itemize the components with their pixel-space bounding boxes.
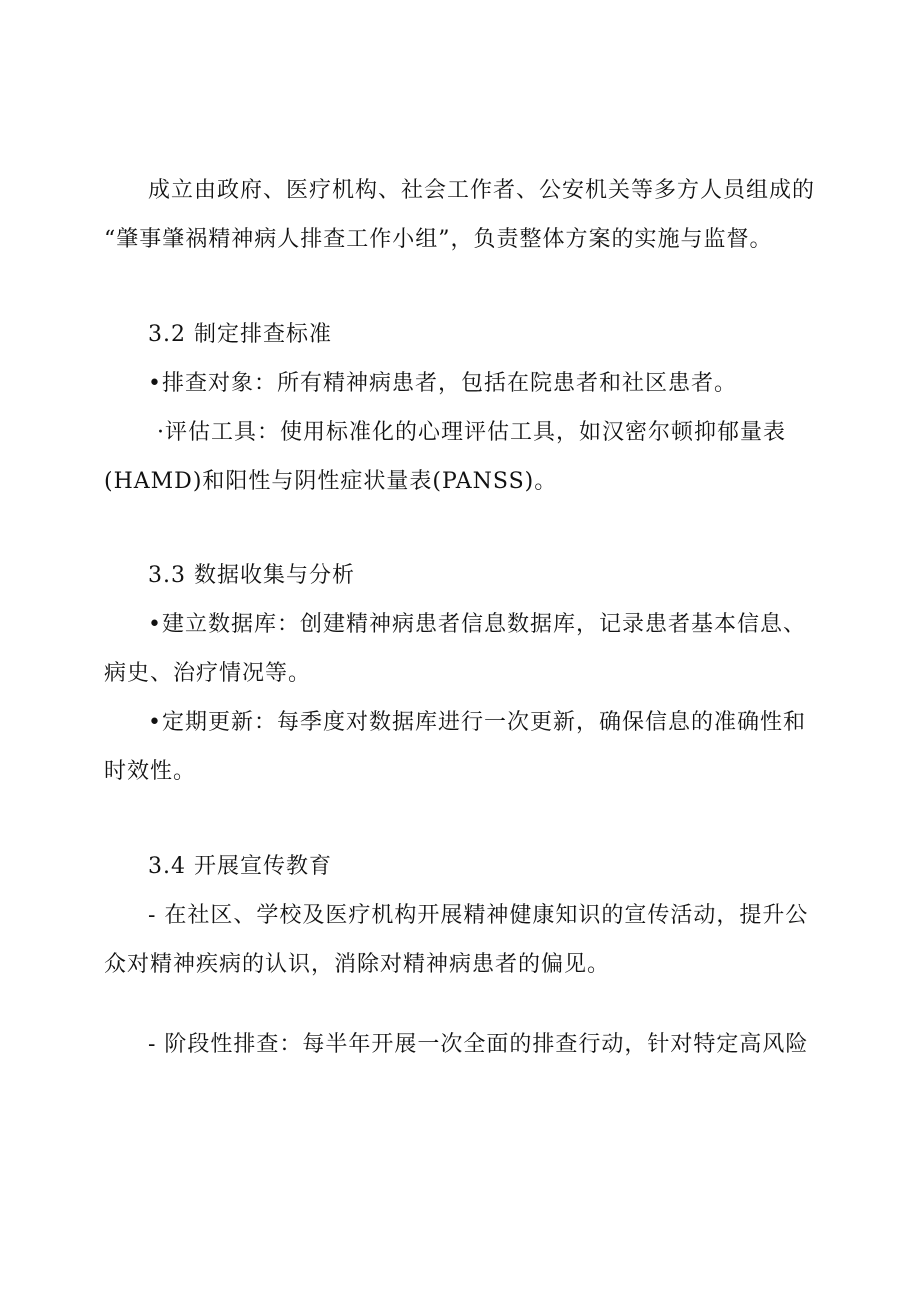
- section-heading: 3.2 制定排查标准: [148, 322, 332, 347]
- bullet-item: •排查对象：所有精神病患者，包括在院患者和社区患者。: [148, 371, 737, 396]
- paragraph-line: “肇事肇祸精神病人排查工作小组”，负责整体方案的实施与监督。: [104, 227, 773, 252]
- bullet-item-continuation: (HAMD)和阳性与阴性症状量表(PANSS)。: [104, 469, 558, 494]
- dash-item: - 在社区、学校及医疗机构开展精神健康知识的宣传活动，提升公: [148, 903, 809, 928]
- section-heading: 3.4 开展宣传教育: [148, 854, 332, 879]
- bullet-item-continuation: 病史、治疗情况等。: [104, 661, 312, 686]
- section-heading: 3.3 数据收集与分析: [148, 563, 355, 588]
- dash-item-continuation: 众对精神疾病的认识，消除对精神病患者的偏见。: [104, 952, 611, 977]
- dash-item: - 阶段性排查：每半年开展一次全面的排查行动，针对特定高风险: [148, 1032, 809, 1057]
- paragraph-line: 成立由政府、医疗机构、社会工作者、公安机关等多方人员组成的: [148, 178, 816, 203]
- bullet-item-continuation: 时效性。: [104, 759, 197, 784]
- bullet-item: •建立数据库：创建精神病患者信息数据库，记录患者基本信息、: [148, 612, 806, 637]
- bullet-item: •定期更新：每季度对数据库进行一次更新，确保信息的准确性和: [148, 710, 806, 735]
- bullet-item: ·评估工具：使用标准化的心理评估工具，如汉密尔顿抑郁量表: [157, 420, 786, 445]
